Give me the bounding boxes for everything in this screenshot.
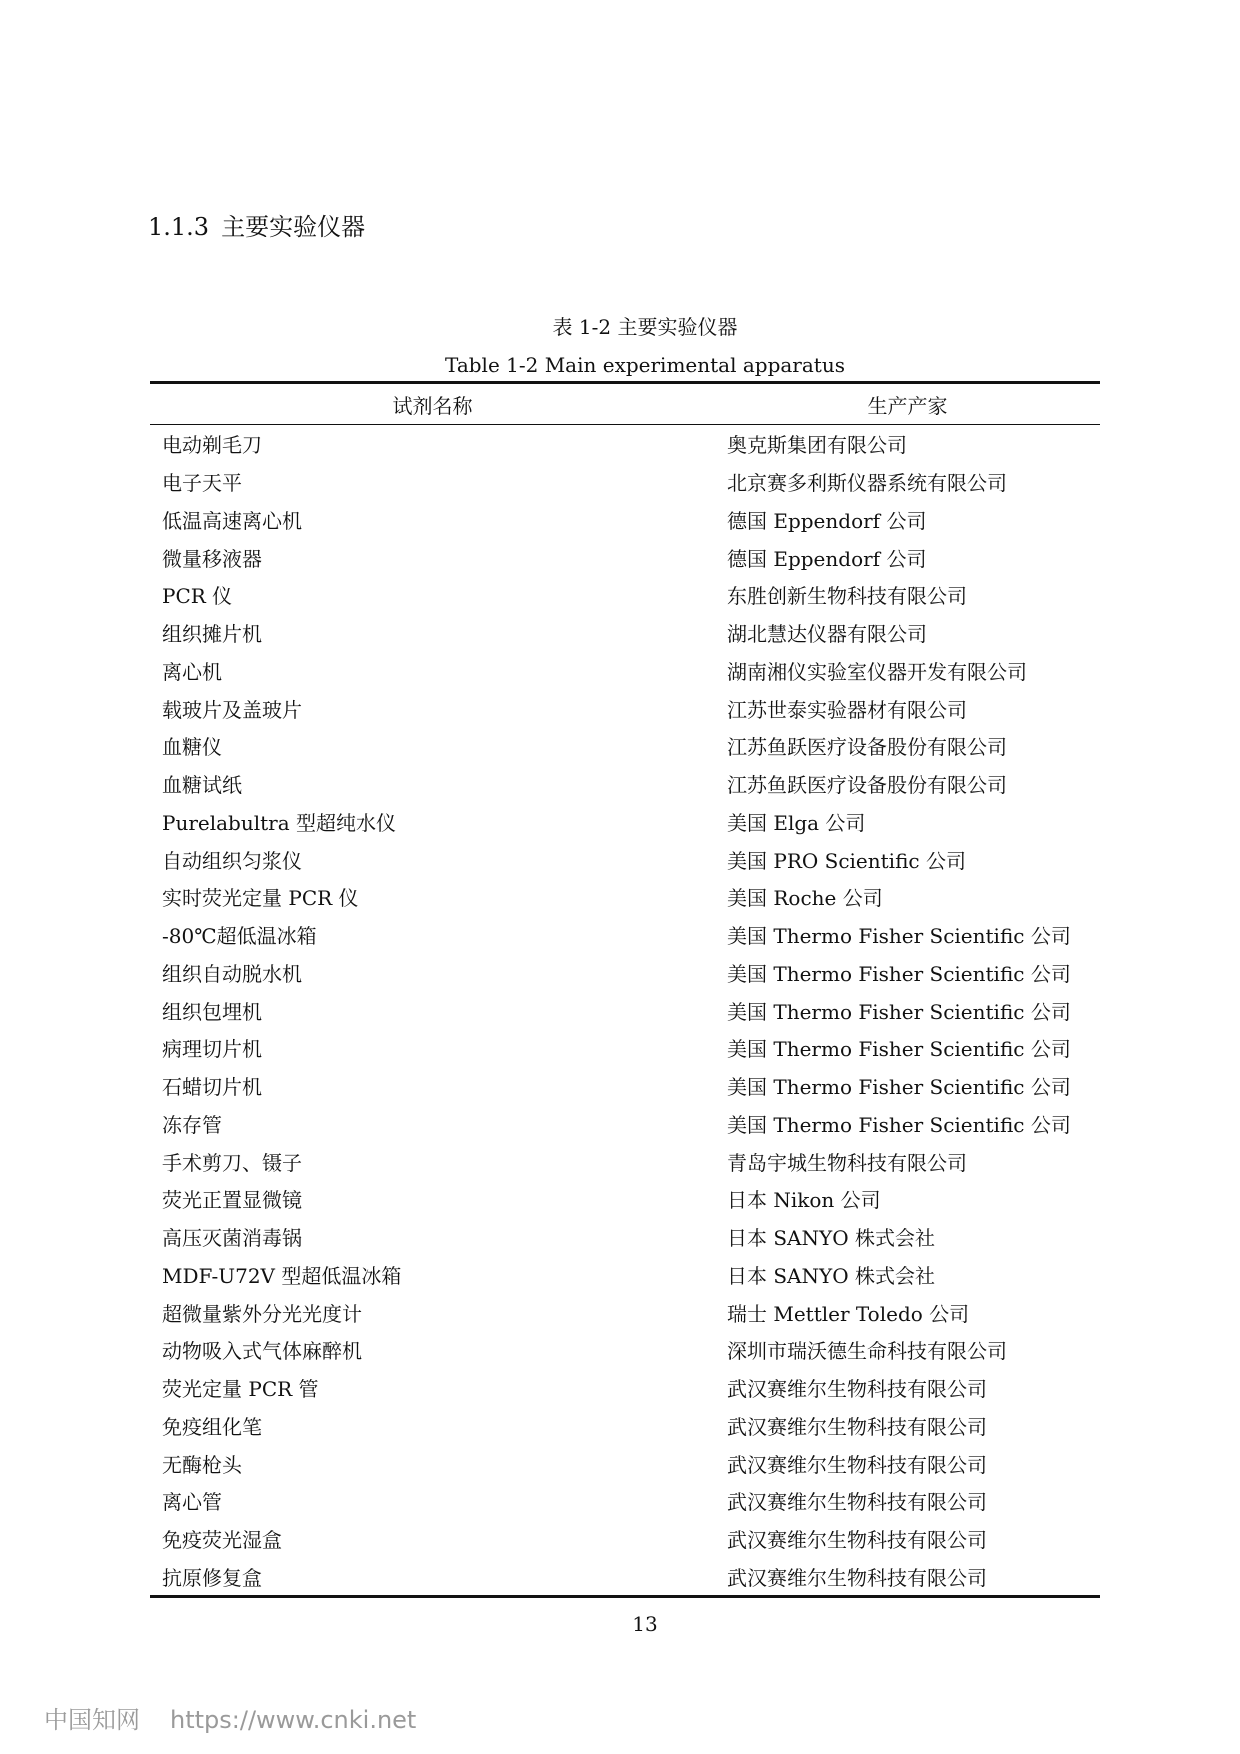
manufacturer-cell: 东胜创新生物科技有限公司 <box>727 584 967 609</box>
table-caption-en: Table 1-2 Main experimental apparatus <box>445 353 845 377</box>
table-row <box>150 463 1100 501</box>
table-header-row <box>150 383 1100 425</box>
table-row <box>150 1369 1100 1407</box>
instrument-name-cell: 微量移液器 <box>162 546 262 571</box>
footer-watermark <box>44 1700 416 1735</box>
table-row <box>150 501 1100 539</box>
instrument-name-cell: 免疫组化笔 <box>162 1414 262 1439</box>
manufacturer-cell: 日本 Nikon 公司 <box>727 1188 881 1213</box>
table-row <box>150 840 1100 878</box>
table-row <box>150 425 1100 463</box>
instrument-name-cell: 组织自动脱水机 <box>162 961 302 986</box>
table-row <box>150 765 1100 803</box>
instrument-name-cell: PCR 仪 <box>162 584 233 609</box>
table-row <box>150 689 1100 727</box>
manufacturer-cell: 青岛宇城生物科技有限公司 <box>727 1150 967 1175</box>
instrument-name-cell: 低温高速离心机 <box>162 508 302 533</box>
instrument-name-cell: Purelabultra 型超纯水仪 <box>162 810 397 835</box>
manufacturer-cell: 奥克斯集团有限公司 <box>727 433 907 458</box>
instrument-name-cell: 手术剪刀、镊子 <box>162 1150 302 1175</box>
manufacturer-cell: 武汉赛维尔生物科技有限公司 <box>727 1414 987 1439</box>
table-row <box>150 1256 1100 1294</box>
table-row <box>150 803 1100 841</box>
instrument-name-cell: 超微量紫外分光光度计 <box>162 1301 362 1326</box>
table-row <box>150 1520 1100 1558</box>
manufacturer-cell: 美国 Thermo Fisher Scientific 公司 <box>727 961 1071 986</box>
table-row <box>150 1180 1100 1218</box>
instrument-name-cell: 电动剃毛刀 <box>162 433 262 458</box>
manufacturer-cell: 江苏鱼跃医疗设备股份有限公司 <box>727 735 1007 760</box>
table-row <box>150 614 1100 652</box>
manufacturer-cell: 美国 Thermo Fisher Scientific 公司 <box>727 1112 1071 1137</box>
table-row <box>150 1444 1100 1482</box>
instrument-name-cell: 血糖试纸 <box>162 773 242 798</box>
table-row <box>150 1558 1100 1597</box>
manufacturer-cell: 武汉赛维尔生物科技有限公司 <box>727 1452 987 1477</box>
table-row <box>150 991 1100 1029</box>
table-row <box>150 1029 1100 1067</box>
manufacturer-cell: 湖南湘仪实验室仪器开发有限公司 <box>727 659 1027 684</box>
manufacturer-cell: 武汉赛维尔生物科技有限公司 <box>715 1558 1100 1597</box>
instrument-name-cell: 荧光正置显微镜 <box>162 1188 302 1213</box>
manufacturer-cell: 江苏鱼跃医疗设备股份有限公司 <box>727 773 1007 798</box>
table-row <box>150 576 1100 614</box>
footer-url: https://www.cnki.net <box>170 1706 417 1734</box>
manufacturer-cell: 北京赛多利斯仪器系统有限公司 <box>727 471 1007 496</box>
header-manufacturer: 生产产家 <box>715 383 1100 425</box>
manufacturer-cell: 美国 Roche 公司 <box>727 886 883 911</box>
instrument-name-cell: 病理切片机 <box>162 1037 262 1062</box>
manufacturer-cell: 武汉赛维尔生物科技有限公司 <box>727 1377 987 1402</box>
manufacturer-cell: 美国 Thermo Fisher Scientific 公司 <box>727 924 1071 949</box>
header-reagent-name: 试剂名称 <box>150 383 715 425</box>
manufacturer-cell: 美国 Thermo Fisher Scientific 公司 <box>727 1037 1071 1062</box>
instrument-name-cell: 冻存管 <box>162 1112 222 1137</box>
apparatus-table-container <box>150 381 1100 1598</box>
instrument-name-cell: 高压灭菌消毒锅 <box>162 1226 302 1251</box>
section-number: 1.1.3 <box>148 213 210 241</box>
table-row <box>150 727 1100 765</box>
table-row <box>150 1142 1100 1180</box>
instrument-name-cell: 石蜡切片机 <box>162 1075 262 1100</box>
table-row <box>150 916 1100 954</box>
instrument-name-cell: 离心机 <box>162 659 222 684</box>
instrument-name-cell: 荧光定量 PCR 管 <box>162 1377 319 1402</box>
manufacturer-cell: 武汉赛维尔生物科技有限公司 <box>727 1490 987 1515</box>
instrument-name-cell: 自动组织匀浆仪 <box>162 848 302 873</box>
section-heading <box>148 212 365 242</box>
manufacturer-cell: 德国 Eppendorf 公司 <box>727 508 927 533</box>
instrument-name-cell: 组织包埋机 <box>162 999 262 1024</box>
page-number: 13 <box>632 1612 658 1636</box>
table-row <box>150 1218 1100 1256</box>
manufacturer-cell: 深圳市瑞沃德生命科技有限公司 <box>727 1339 1007 1364</box>
table-row <box>150 1105 1100 1143</box>
manufacturer-cell: 美国 Elga 公司 <box>727 810 866 835</box>
instrument-name-cell: 无酶枪头 <box>162 1452 242 1477</box>
manufacturer-cell: 美国 PRO Scientific 公司 <box>727 848 966 873</box>
manufacturer-cell: 瑞士 Mettler Toledo 公司 <box>727 1301 970 1326</box>
manufacturer-cell: 江苏世泰实验器材有限公司 <box>727 697 967 722</box>
table-row <box>150 1331 1100 1369</box>
manufacturer-cell: 美国 Thermo Fisher Scientific 公司 <box>727 1075 1071 1100</box>
instrument-name-cell: MDF-U72V 型超低温冰箱 <box>162 1263 402 1288</box>
section-title: 主要实验仪器 <box>221 213 366 241</box>
instrument-name-cell: 实时荧光定量 PCR 仪 <box>162 886 359 911</box>
footer-site-name: 中国知网 <box>44 1706 140 1734</box>
table-row <box>150 1407 1100 1445</box>
table-caption-cn: 表 1-2 主要实验仪器 <box>552 315 738 339</box>
manufacturer-cell: 美国 Thermo Fisher Scientific 公司 <box>727 999 1071 1024</box>
manufacturer-cell: 德国 Eppendorf 公司 <box>727 546 927 571</box>
table-row <box>150 1293 1100 1331</box>
instrument-name-cell: -80℃超低温冰箱 <box>162 924 317 949</box>
instrument-name-cell: 抗原修复盒 <box>150 1558 715 1597</box>
table-row <box>150 538 1100 576</box>
table-row <box>150 1482 1100 1520</box>
table-row <box>150 954 1100 992</box>
instrument-name-cell: 离心管 <box>162 1490 222 1515</box>
instrument-name-cell: 组织摊片机 <box>162 622 262 647</box>
instrument-name-cell: 血糖仪 <box>162 735 222 760</box>
apparatus-table <box>150 381 1100 1598</box>
table-body <box>150 425 1100 1597</box>
manufacturer-cell: 湖北慧达仪器有限公司 <box>727 622 927 647</box>
table-row <box>150 1067 1100 1105</box>
manufacturer-cell: 日本 SANYO 株式会社 <box>727 1226 935 1251</box>
instrument-name-cell: 载玻片及盖玻片 <box>162 697 302 722</box>
manufacturer-cell: 日本 SANYO 株式会社 <box>727 1263 935 1288</box>
instrument-name-cell: 免疫荧光湿盒 <box>162 1528 282 1553</box>
manufacturer-cell: 武汉赛维尔生物科技有限公司 <box>727 1528 987 1553</box>
table-row <box>150 878 1100 916</box>
instrument-name-cell: 动物吸入式气体麻醉机 <box>162 1339 362 1364</box>
table-row <box>150 652 1100 690</box>
instrument-name-cell: 电子天平 <box>162 471 242 496</box>
